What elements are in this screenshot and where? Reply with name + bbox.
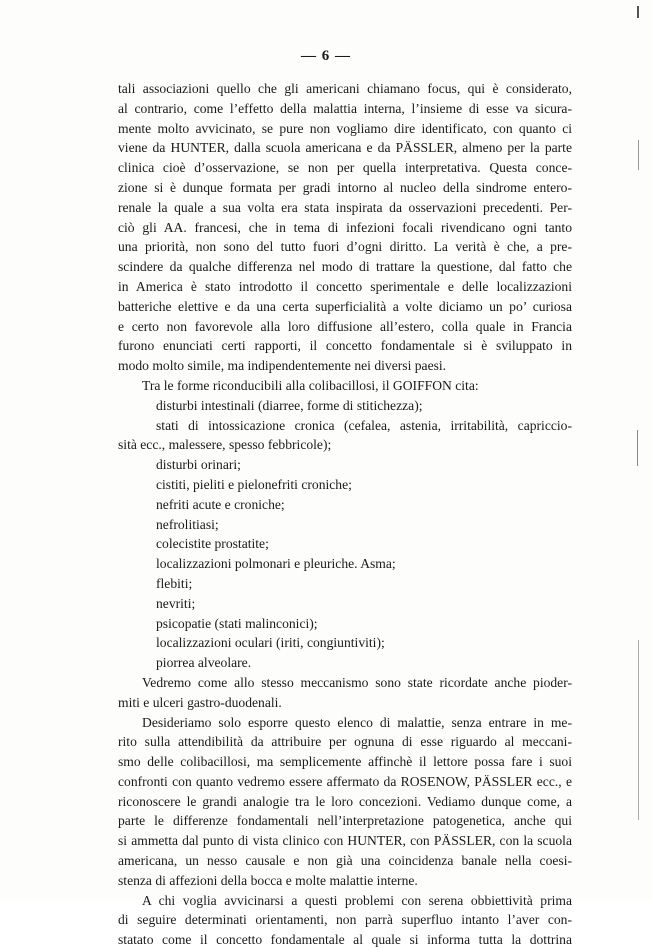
body-text: [118, 79, 572, 950]
text-line: Tra le forme riconducibili alla colibacillosi, il GOIFFON cita:: [142, 377, 479, 393]
text-line: rito sulla attendibilità da attribuire per ognuna di esse riguardo al meccani-: [118, 734, 572, 750]
text-line: cistiti, pieliti e pielonefriti croniche;: [156, 476, 352, 492]
text-line: parte le differenze fondamentali nell’interpretazione patogenetica, anche qui: [118, 813, 572, 829]
text-line: mente molto avvicinato, se pure non vogliamo dire identificato, con quanto ci: [118, 120, 572, 136]
text-line: viene da HUNTER, dalla scuola americana e da PÄSSLER, almeno per la parte: [118, 140, 572, 156]
text-line: disturbi intestinali (diarree, forme di stitichezza);: [156, 397, 423, 413]
text-line: confronti con quanto vedremo essere affermato da ROSENOW, PÄSSLER ecc., e: [118, 773, 572, 789]
text-line: tali associazioni quello che gli americani chiamano focus, qui è considerato,: [118, 81, 572, 96]
text-line: americana, un nesso causale e non già una coincidenza banale nella coesi-: [118, 853, 572, 869]
text-line: furono enunciati certi rapporti, il concetto fondamentale si è sviluppato in: [118, 338, 572, 354]
text-line: localizzazioni oculari (iriti, congiuntiviti);: [156, 635, 385, 651]
text-line: zione si è dunque formata per gradi intorno al nucleo della sindrome entero-: [118, 179, 572, 195]
text-line: nefriti acute e croniche;: [156, 496, 285, 512]
text-line: una priorità, non sono del tutto fuori d’ogni diritto. La verità è che, a pre-: [118, 239, 572, 255]
text-line: in America è stato introdotto il concetto sperimentale e delle localizzazioni: [118, 278, 572, 294]
text-line: sità ecc., malessere, spesso febbricole);: [118, 437, 332, 453]
text-line: smo delle colibacillosi, ma semplicemente affinchè il lettore possa fare i suoi: [118, 754, 572, 770]
text-line: disturbi orinari;: [156, 457, 241, 473]
text-line: nevriti;: [156, 595, 196, 611]
text-line: A chi voglia avvicinarsi a questi problemi con serena obbiettività prima: [142, 892, 572, 908]
text-line: scindere da qualche differenza nel modo di trattare la questione, dal fatto che: [118, 259, 572, 275]
text-line: localizzazioni polmonari e pleuriche. Asma;: [156, 556, 396, 572]
text-line: miti e ulceri gastro-duodenali.: [118, 694, 282, 710]
text-line: psicopatie (stati malinconici);: [156, 615, 318, 631]
scan-edge-mark: [638, 140, 639, 170]
text-line: ciò gli AA. francesi, che in tema di infezioni focali rivendicano ogni tanto: [118, 219, 572, 235]
text-line: di seguire determinati orientamenti, non parrà superfluo intanto l’aver con-: [118, 912, 572, 928]
scan-edge-mark: [637, 430, 638, 466]
page-number: — 6 —: [301, 48, 351, 64]
text-line: colecistite prostatite;: [156, 536, 269, 552]
scan-edge-mark: [638, 640, 639, 820]
text-line: stati di intossicazione cronica (cefalea, astenia, irritabilità, capriccio-: [156, 417, 572, 433]
text-line: riconoscere le grandi analogie tra le loro concezioni. Vediamo dunque come, a: [118, 793, 572, 809]
text-line: Vedremo come allo stesso meccanismo sono state ricordate anche pioder-: [142, 674, 572, 690]
text-line: al contrario, come l’effetto della malattia interna, l’insieme di esse va sicura-: [118, 100, 572, 116]
text-line: batteriche elettive e da una certa superficialità a volte diciamo un po’ curiosa: [118, 298, 572, 314]
text-line: statato come il concetto fondamentale al quale si informa tutta la dottrina: [118, 932, 572, 948]
text-line: piorrea alveolare.: [156, 655, 252, 671]
text-line: clinica cioè d’osservazione, se non per quella interpretativa. Questa conce-: [118, 160, 572, 176]
scan-edge-mark: [637, 6, 639, 18]
text-line: nefrolitiasi;: [156, 516, 219, 532]
text-line: Desideriamo solo esporre questo elenco di malattie, senza entrare in me-: [142, 714, 572, 730]
text-line: renale la quale a sua volta era stata inspirata da osservazioni precedenti. Per-: [118, 199, 572, 215]
text-line: modo molto simile, ma indipendentemente nei diversi paesi.: [118, 358, 447, 374]
text-line: e certo non favorevole alla loro diffusione all’estero, colla quale in Francia: [118, 318, 572, 334]
text-line: stenza di affezioni della bocca e molte malattie interne.: [118, 872, 418, 888]
text-line: si ammetta dal punto di vista clinico con HUNTER, con PÄSSLER, con la scuola: [118, 833, 572, 849]
text-line: flebiti;: [156, 575, 193, 591]
